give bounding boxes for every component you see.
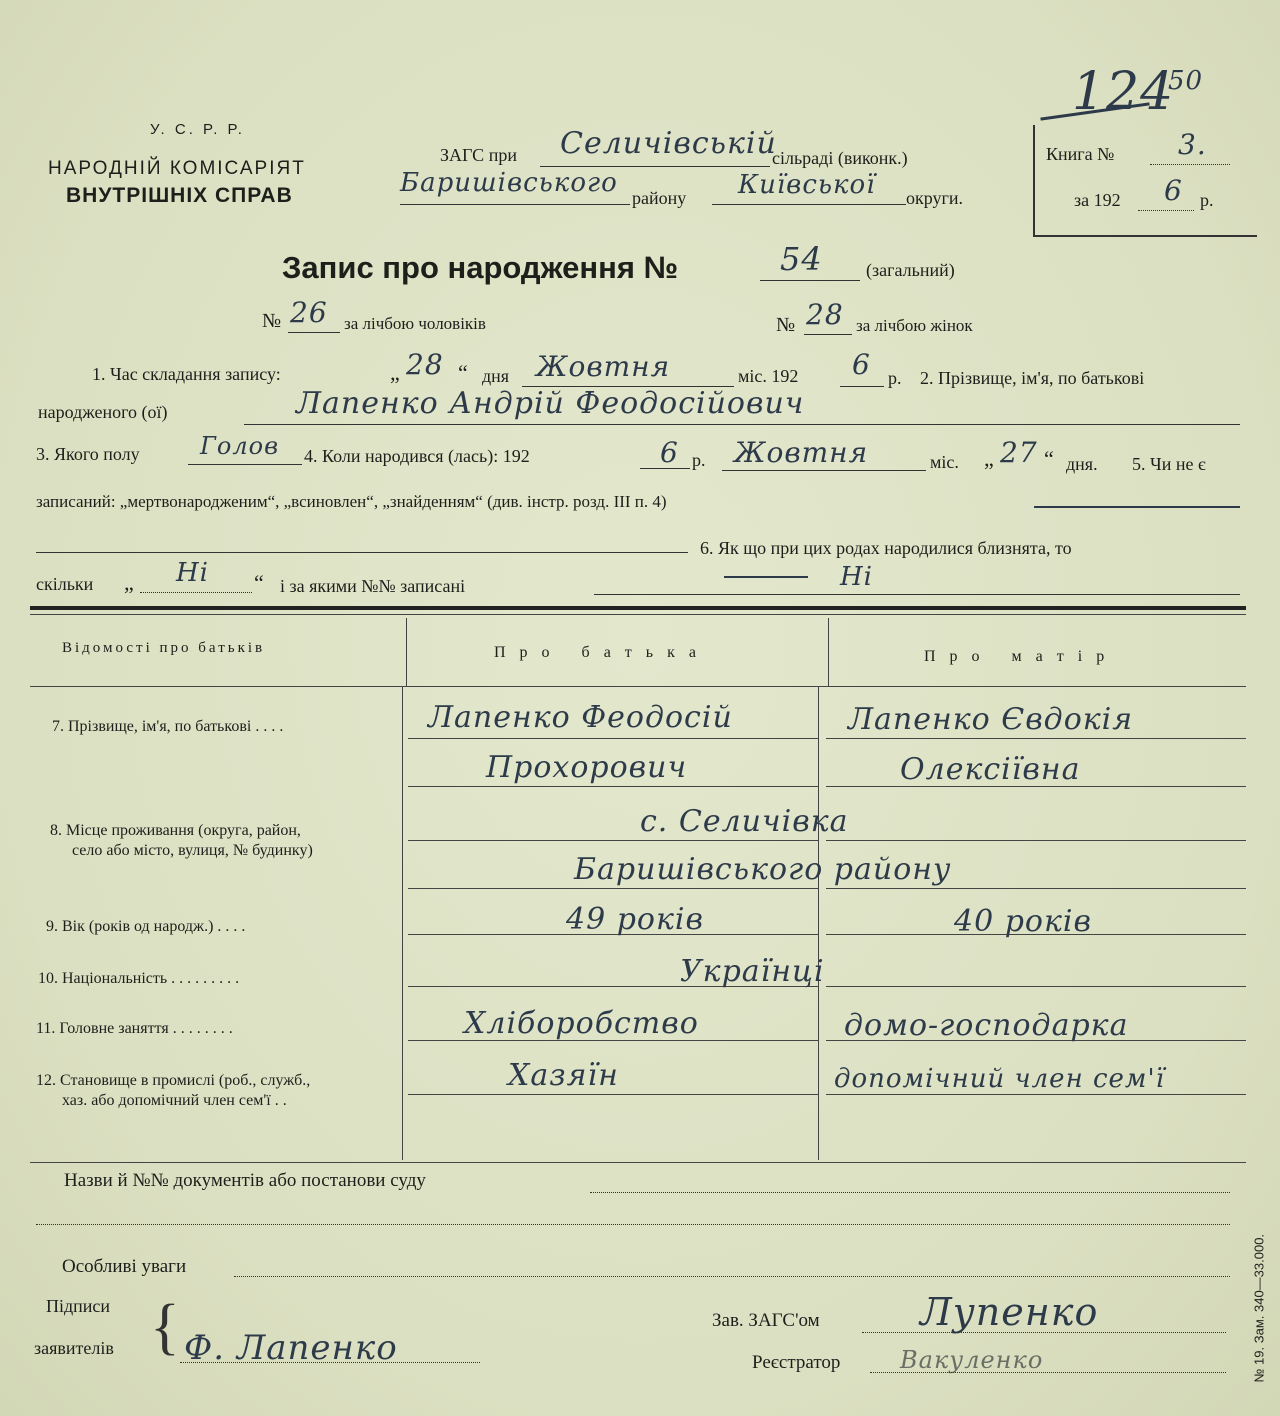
row12-label2: хаз. або допомічний член сем'ї . . — [62, 1092, 287, 1109]
field4-day: 27 — [1000, 436, 1038, 469]
row11-label: 11. Головне заняття . . . . . . . . — [36, 1020, 233, 1037]
documents-label: Назви й №№ документів або постанови суду — [64, 1170, 426, 1191]
zags-prefix: ЗАГС при — [440, 145, 517, 165]
father-occupation: Хліборобство — [464, 1006, 699, 1041]
field1-month-label: міс. 192 — [738, 366, 799, 386]
male-count-value: 26 — [290, 296, 328, 329]
father-nationality: Українці — [680, 954, 825, 989]
field1-year-underline — [840, 386, 884, 387]
field4-month: Жовтня — [734, 436, 869, 469]
field1-month: Жовтня — [536, 350, 671, 383]
field6-label: 6. Як що при цих родах народилися близнята, то — [700, 538, 1072, 558]
year-suffix: р. — [1200, 190, 1214, 210]
row-line — [408, 786, 818, 787]
row-line — [826, 738, 1246, 739]
registrar-label: Реєстратор — [752, 1352, 841, 1373]
field4-year-suffix: р. — [692, 450, 706, 470]
documents-line-2 — [36, 1224, 1230, 1225]
field3-underline — [188, 464, 302, 465]
table-header-info: Відомості про батьків — [62, 640, 266, 656]
field6-underline — [140, 592, 252, 593]
quote-close-3: “ — [254, 570, 264, 595]
okruga-underline — [712, 204, 906, 205]
row10-label: 10. Національність . . . . . . . . . — [38, 970, 240, 987]
zags-head-label: Зав. ЗАГС'ом — [712, 1310, 820, 1331]
corner-superscript: 50 — [1168, 66, 1204, 96]
father-status: Хазяїн — [508, 1058, 619, 1093]
row12-label: 12. Становище в промислі (роб., служб., — [36, 1072, 311, 1089]
record-number: 54 — [780, 240, 823, 278]
field3-label: 3. Якого полу — [36, 444, 140, 464]
table-col-divider-2 — [818, 686, 819, 1160]
row-line — [826, 888, 1246, 889]
field1-day-label: дня — [482, 366, 510, 386]
female-count-underline — [804, 334, 852, 335]
table-top-rule — [30, 606, 1246, 610]
signatures-label1: Підписи — [46, 1296, 111, 1316]
field4-label: 4. Коли народився (лась): 192 — [304, 446, 530, 466]
row-line — [408, 738, 818, 739]
field1-label: 1. Час складання запису: — [92, 364, 281, 384]
male-count-label: за лічбою чоловіків — [344, 314, 486, 333]
book-underline — [1150, 164, 1230, 165]
field1-year-suffix: р. — [888, 368, 902, 388]
row-line — [408, 1094, 818, 1095]
rayon-label: району — [632, 188, 687, 208]
zags-suffix: сільраді (виконк.) — [772, 148, 908, 168]
female-count-prefix: № — [776, 314, 796, 336]
applicant-signature: Ф. Лапенко — [184, 1328, 398, 1368]
field4-month-label: міс. — [930, 452, 959, 472]
print-mark: № 19. Зам. 340—33.000. — [1251, 1233, 1267, 1383]
field2-label2: народженого (ої) — [38, 402, 168, 422]
field2-label: 2. Прізвище, ім'я, по батькові — [920, 368, 1145, 388]
record-title: Запис про народження № — [282, 250, 679, 285]
record-title-suffix: (загальний) — [866, 260, 955, 280]
table-col-divider-1-head — [406, 618, 407, 686]
field5-continuation-line — [36, 552, 688, 553]
book-value: 3. — [1178, 128, 1207, 161]
signatures-line — [180, 1362, 480, 1363]
register-box — [1033, 125, 1257, 237]
female-count-label: за лічбою жінок — [856, 316, 973, 335]
table-col-divider-2-head — [828, 618, 829, 686]
quote-open: „ — [390, 360, 400, 385]
zags-head-line — [862, 1332, 1226, 1333]
field6-label3: і за якими №№ записані — [280, 576, 466, 596]
father-age: 49 років — [566, 902, 704, 937]
year-value: 6 — [1164, 174, 1183, 207]
book-label: Книга № — [1046, 144, 1115, 164]
mother-status: допомічний член сем'ї — [834, 1064, 1165, 1094]
department-label: ВНУТРІШНІХ СПРАВ — [66, 184, 293, 207]
field6-value: Ні — [176, 558, 209, 588]
field3-value: Голов — [200, 432, 280, 460]
field4-day-label: дня. — [1066, 454, 1098, 474]
okruga-label: округи. — [906, 188, 964, 208]
signatures-brace: { — [150, 1293, 180, 1361]
row7-label: 7. Прізвище, ім'я, по батькові . . . . — [52, 718, 284, 735]
documents-line — [590, 1192, 1230, 1193]
year-prefix: за 192 — [1074, 190, 1121, 210]
field6-underline2 — [594, 594, 1240, 595]
row-line — [826, 840, 1246, 841]
father-name-line2: Прохорович — [486, 750, 688, 785]
field4-year-underline — [640, 468, 690, 469]
zags-head-signature: Лупенко — [920, 1290, 1099, 1334]
rayon-underline — [400, 204, 630, 205]
quote-open-2: „ — [984, 446, 994, 471]
table-bottom-rule — [30, 1162, 1246, 1163]
field5-label2: записаний: „мертвонародженим“, „всиновлен“, „знайденням“ (див. інстр. розд. III п. 4) — [36, 492, 667, 511]
notes-label: Особливі уваги — [62, 1256, 187, 1277]
signatures-label2: заявителів — [34, 1338, 114, 1358]
quote-close-2: “ — [1044, 446, 1054, 471]
field5-dash — [1034, 506, 1240, 508]
field2-underline — [244, 424, 1240, 425]
quote-open-3: „ — [124, 570, 134, 595]
father-name-line1: Лапенко Феодосій — [428, 700, 733, 735]
corner-number: 124 — [1072, 62, 1175, 122]
male-count-prefix: № — [262, 310, 282, 332]
commissariat-label: НАРОДНІЙ КОМІСАРІЯТ — [48, 158, 306, 179]
republic-label: У. С. Р. Р. — [150, 121, 245, 138]
father-residence-line2: Баришівського району — [574, 852, 952, 887]
table-header-father: П р о б а т ь к а — [494, 644, 701, 661]
registrar-signature: Вакуленко — [900, 1346, 1044, 1374]
field4-year: 6 — [660, 436, 679, 469]
field6-dash — [724, 576, 808, 578]
field5-label: 5. Чи не є — [1132, 454, 1206, 474]
field4-month-underline — [722, 470, 926, 471]
zags-value: Селичівській — [560, 126, 777, 161]
notes-line — [234, 1276, 1230, 1277]
field1-day: 28 — [406, 348, 444, 381]
male-count-underline — [288, 332, 340, 333]
table-header-mother: П р о м а т і р — [924, 648, 1110, 665]
mother-name-line1: Лапенко Євдокія — [848, 702, 1134, 737]
row-line — [826, 986, 1246, 987]
row8-label2: село або місто, вулиця, № будинку) — [72, 842, 313, 859]
field6-value2: Ні — [840, 562, 873, 592]
field6-label2: скільки — [36, 574, 94, 594]
field2-value: Лапенко Андрій Феодосійович — [296, 386, 805, 421]
table-top-rule-thin — [30, 614, 1246, 615]
table-col-divider-1 — [402, 686, 403, 1160]
row8-label: 8. Місце проживання (округа, район, — [50, 822, 301, 839]
row9-label: 9. Вік (років од народж.) . . . . — [46, 918, 246, 935]
row-line — [408, 888, 818, 889]
field1-year: 6 — [852, 348, 871, 381]
registrar-line — [870, 1372, 1226, 1373]
okruga-value: Київської — [738, 170, 876, 200]
mother-name-line2: Олексіївна — [900, 752, 1081, 787]
row-line — [408, 840, 818, 841]
female-count-value: 28 — [806, 298, 844, 331]
father-residence-line1: с. Селичівка — [640, 804, 849, 839]
record-number-underline — [760, 280, 860, 281]
zags-underline — [540, 166, 770, 167]
mother-age: 40 років — [954, 904, 1092, 939]
rayon-value: Баришівського — [400, 168, 618, 198]
table-header-bottom — [30, 686, 1246, 687]
row-line — [826, 1094, 1246, 1095]
quote-close: “ — [458, 360, 468, 385]
year-underline — [1138, 210, 1194, 211]
mother-occupation: домо-господарка — [844, 1008, 1129, 1043]
